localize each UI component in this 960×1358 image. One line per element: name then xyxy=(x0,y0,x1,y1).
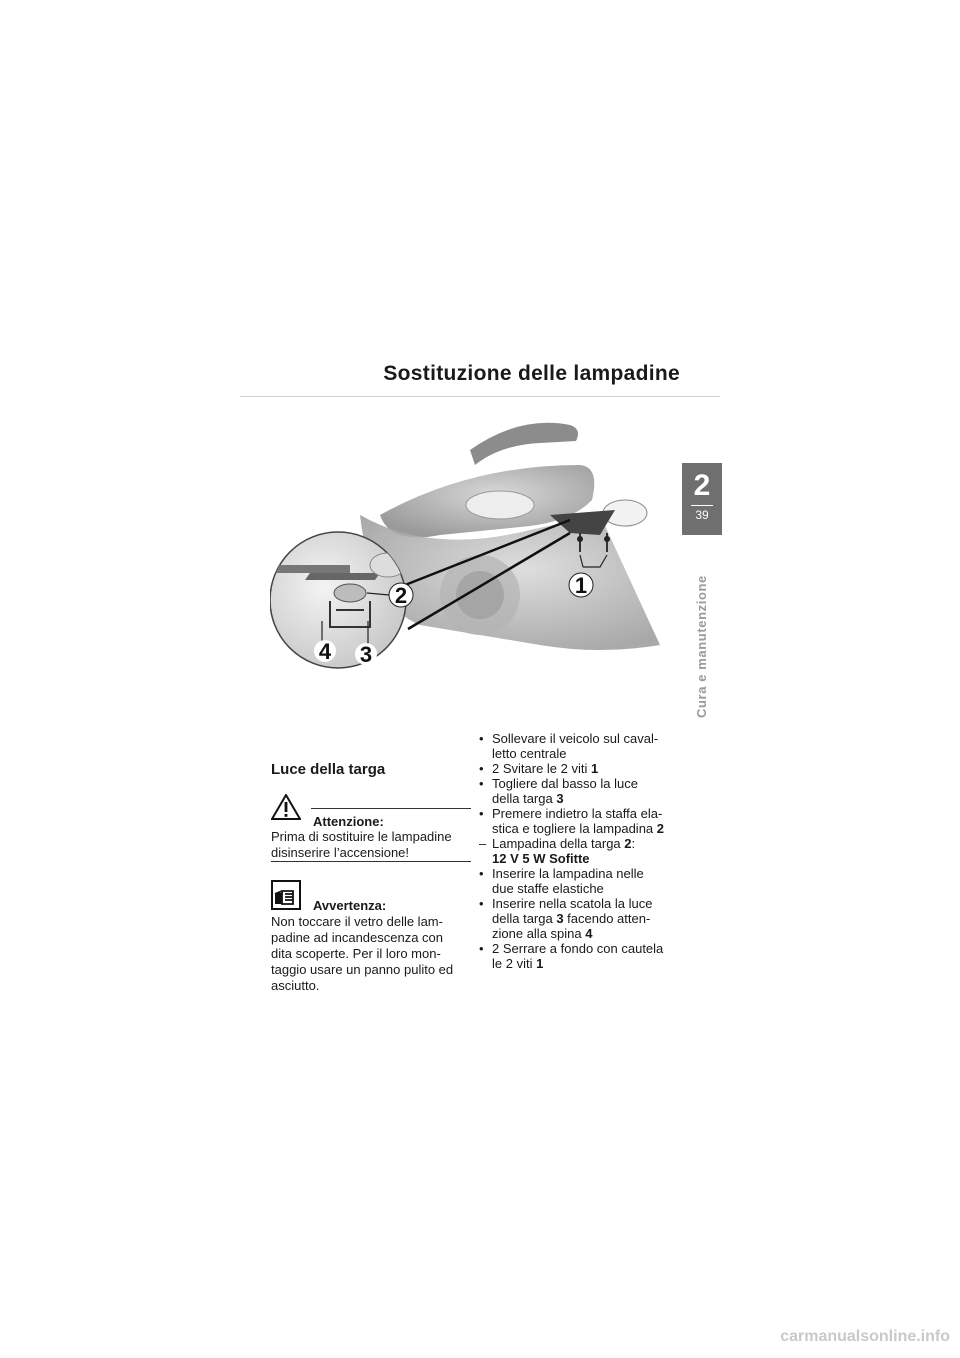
bullet-mark: • xyxy=(479,806,484,821)
svg-text:2: 2 xyxy=(394,583,408,608)
svg-text:1: 1 xyxy=(574,573,588,598)
bullet-mark: • xyxy=(479,896,484,911)
note-line: Non toccare il vetro delle lam- xyxy=(271,914,443,929)
step-ref: 3 xyxy=(556,911,564,926)
note-notice xyxy=(271,880,471,1000)
chapter-tab xyxy=(682,463,722,535)
step-item xyxy=(479,896,689,941)
step-line: le 2 viti xyxy=(492,956,537,971)
step-line: Togliere dal basso la luce xyxy=(492,776,638,791)
note-line: dita scoperte. Per il loro mon- xyxy=(271,946,441,961)
step-line: Sollevare il veicolo sul caval- xyxy=(492,731,659,746)
attention-heading: Attenzione: xyxy=(313,814,384,829)
watermark-footer: carmanualsonline.info xyxy=(780,1328,950,1345)
svg-text:3: 3 xyxy=(359,642,373,667)
step-ref: 2 xyxy=(624,836,632,851)
step-item xyxy=(479,761,689,776)
step-item xyxy=(479,866,689,896)
step-ref: 4 xyxy=(585,926,593,941)
page-title: Sostituzione delle lampadine xyxy=(383,362,680,385)
bulb-spec: 12 V 5 W Sofitte xyxy=(492,851,590,866)
step-line: zione alla spina xyxy=(492,926,586,941)
page-number: 39 xyxy=(695,508,709,522)
step-item xyxy=(479,941,689,971)
warning-triangle-icon xyxy=(271,794,301,820)
step-item xyxy=(479,731,689,761)
step-item xyxy=(479,776,689,806)
step-line: letto centrale xyxy=(492,746,567,761)
step-item xyxy=(479,836,689,866)
step-item xyxy=(479,806,689,836)
svg-text:4: 4 xyxy=(318,639,332,664)
note-heading: Avvertenza: xyxy=(313,898,387,913)
chapter-side-label xyxy=(694,548,710,718)
attention-rule-bottom xyxy=(271,861,471,862)
step-line: Premere indietro la staffa ela- xyxy=(492,806,663,821)
attention-rule-top xyxy=(311,808,471,809)
note-line: padine ad incandescenza con xyxy=(271,930,444,945)
dash-mark: – xyxy=(479,836,487,851)
bullet-mark: • xyxy=(479,866,484,881)
title-divider xyxy=(240,396,720,397)
note-line: asciutto. xyxy=(271,978,320,993)
chapter-side-label-text: Cura e manutenzione xyxy=(694,575,709,718)
bullet-mark: • xyxy=(479,731,484,746)
callout-1 xyxy=(569,573,593,598)
procedure-steps xyxy=(479,731,689,971)
step-line: Lampadina della targa xyxy=(492,836,625,851)
step-ref: 1 xyxy=(591,761,599,776)
chapter-divider xyxy=(691,505,713,506)
step-line: due staffe elastiche xyxy=(492,881,604,896)
step-ref: 3 xyxy=(556,791,564,806)
step-suffix: : xyxy=(631,836,636,851)
step-ref: 1 xyxy=(536,956,544,971)
step-line: della targa xyxy=(492,791,557,806)
step-line: della targa xyxy=(492,911,557,926)
attention-line: Prima di sostituire le lampadine xyxy=(271,829,452,844)
callout-2 xyxy=(389,583,413,608)
step-suffix: facendo atten- xyxy=(563,911,651,926)
bullet-mark: • xyxy=(479,941,484,956)
bullet-mark: • xyxy=(479,776,484,791)
section-title: Luce della targa xyxy=(271,761,386,778)
note-hand-icon xyxy=(271,880,301,910)
bullet-mark: • xyxy=(479,761,484,776)
chapter-number: 2 xyxy=(693,469,711,502)
attention-notice xyxy=(271,794,471,864)
step-line: Inserire nella scatola la luce xyxy=(492,896,653,911)
attention-line: disinserire l’accensione! xyxy=(271,845,410,860)
note-line: taggio usare un panno pulito ed xyxy=(271,962,454,977)
step-line: Inserire la lampadina nelle xyxy=(492,866,644,881)
step-line: stica e togliere la lampadina xyxy=(492,821,657,836)
license-plate-light-illustration xyxy=(270,405,670,705)
step-line: 2 Serrare a fondo con cautela xyxy=(492,941,664,956)
step-ref: 2 xyxy=(656,821,664,836)
step-line: 2 Svitare le 2 viti xyxy=(492,761,591,776)
